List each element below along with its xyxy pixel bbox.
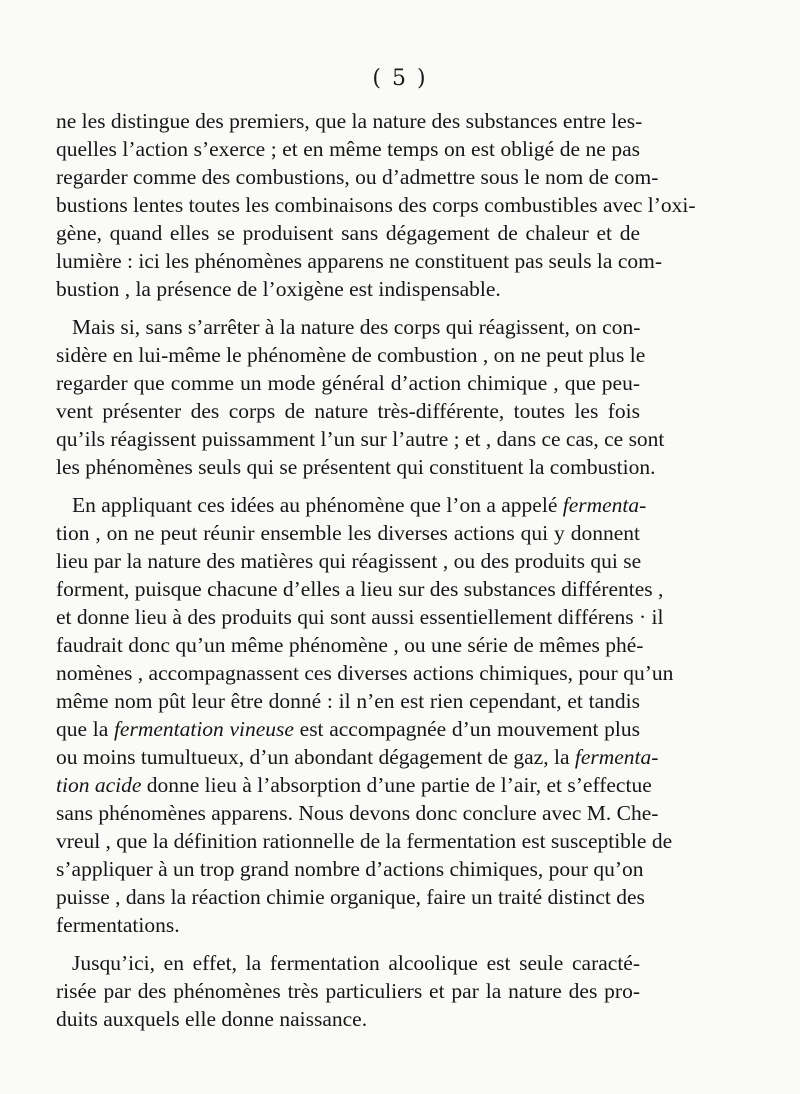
text-line: qu’ils réagissent puissamment l’un sur l’autre ; et , dans ce cas, ce sont [56,427,665,451]
text-line: nomènes , accompagnassent ces diverses actions chimiques, pour qu’un [56,661,674,685]
text-line: fermentations. [56,913,180,937]
paragraph-gap [56,303,640,313]
text-line: gène, quand elles se produisent sans dégagement de chaleur et de [56,221,640,245]
text-line: sans phénomènes apparens. Nous devons donc conclure avec M. Che- [56,801,659,825]
text-line: lumière : ici les phénomènes apparens ne constituent pas seuls la com- [56,249,662,273]
text-line: tion acide donne lieu à l’absorption d’une partie de l’air, et s’effectue [56,773,652,797]
paragraph-1 [56,107,696,303]
text-line: et donne lieu à des produits qui sont aussi essentiellement différens · il [56,605,664,629]
text-line: même nom pût leur être donné : il n’en est rien cependant, et tandis [56,689,640,713]
text-line: ne les distingue des premiers, que la nature des substances entre les- [56,109,643,133]
text-line: quelles l’action s’exerce ; et en même temps on est obligé de ne pas [56,137,640,161]
text-line: Jusqu’ici, en effet, la fermentation alcoolique est seule caracté- [72,951,640,975]
text-line: lieu par la nature des matières qui réagissent , ou des produits qui se [56,549,642,573]
paragraph-3 [56,491,674,939]
body-text [56,107,696,1033]
text-line: ou moins tumultueux, d’un abondant dégagement de gaz, la fermenta- [56,745,659,769]
paragraph-4 [56,949,640,1033]
text-line: les phénomènes seuls qui se présentent qui constituent la combustion. [56,455,656,479]
text-line: vent présenter des corps de nature très-différente, toutes les fois [56,399,640,423]
text-line: En appliquant ces idées au phénomène que l’on a appelé fermenta- [72,493,647,517]
paragraph-2 [56,313,665,481]
text-line: bustion , la présence de l’oxigène est indispensable. [56,277,501,301]
text-line: vreul , que la définition rationnelle de la fermentation est susceptible de [56,829,673,853]
page-number: ( 5 ) [372,66,428,91]
text-line: risée par des phénomènes très particuliers et par la nature des pro- [56,979,640,1003]
text-line: regarder que comme un mode général d’action chimique , que peu- [56,371,640,395]
text-line: tion , on ne peut réunir ensemble les diverses actions qui y donnent [56,521,640,545]
text-line: forment, puisque chacune d’elles a lieu sur des substances différentes , [56,577,664,601]
text-line: regarder comme des combustions, ou d’admettre sous le nom de com- [56,165,659,189]
text-line: sidère en lui-même le phénomène de combustion , on ne peut plus le [56,343,646,367]
paragraph-gap [56,939,640,949]
text-line: que la fermentation vineuse est accompagnée d’un mouvement plus [56,717,641,741]
text-line: faudrait donc qu’un même phénomène , ou une série de mêmes phé- [56,633,644,657]
text-line: bustions lentes toutes les combinaisons des corps combustibles avec l’oxi- [56,193,696,217]
text-line: duits auxquels elle donne naissance. [56,1007,368,1031]
text-line: s’appliquer à un trop grand nombre d’actions chimiques, pour qu’on [56,857,644,881]
text-line: puisse , dans la réaction chimie organique, faire un traité distinct des [56,885,645,909]
text-line: Mais si, sans s’arrêter à la nature des corps qui réagissent, on con- [72,315,641,339]
paragraph-gap [56,481,640,491]
